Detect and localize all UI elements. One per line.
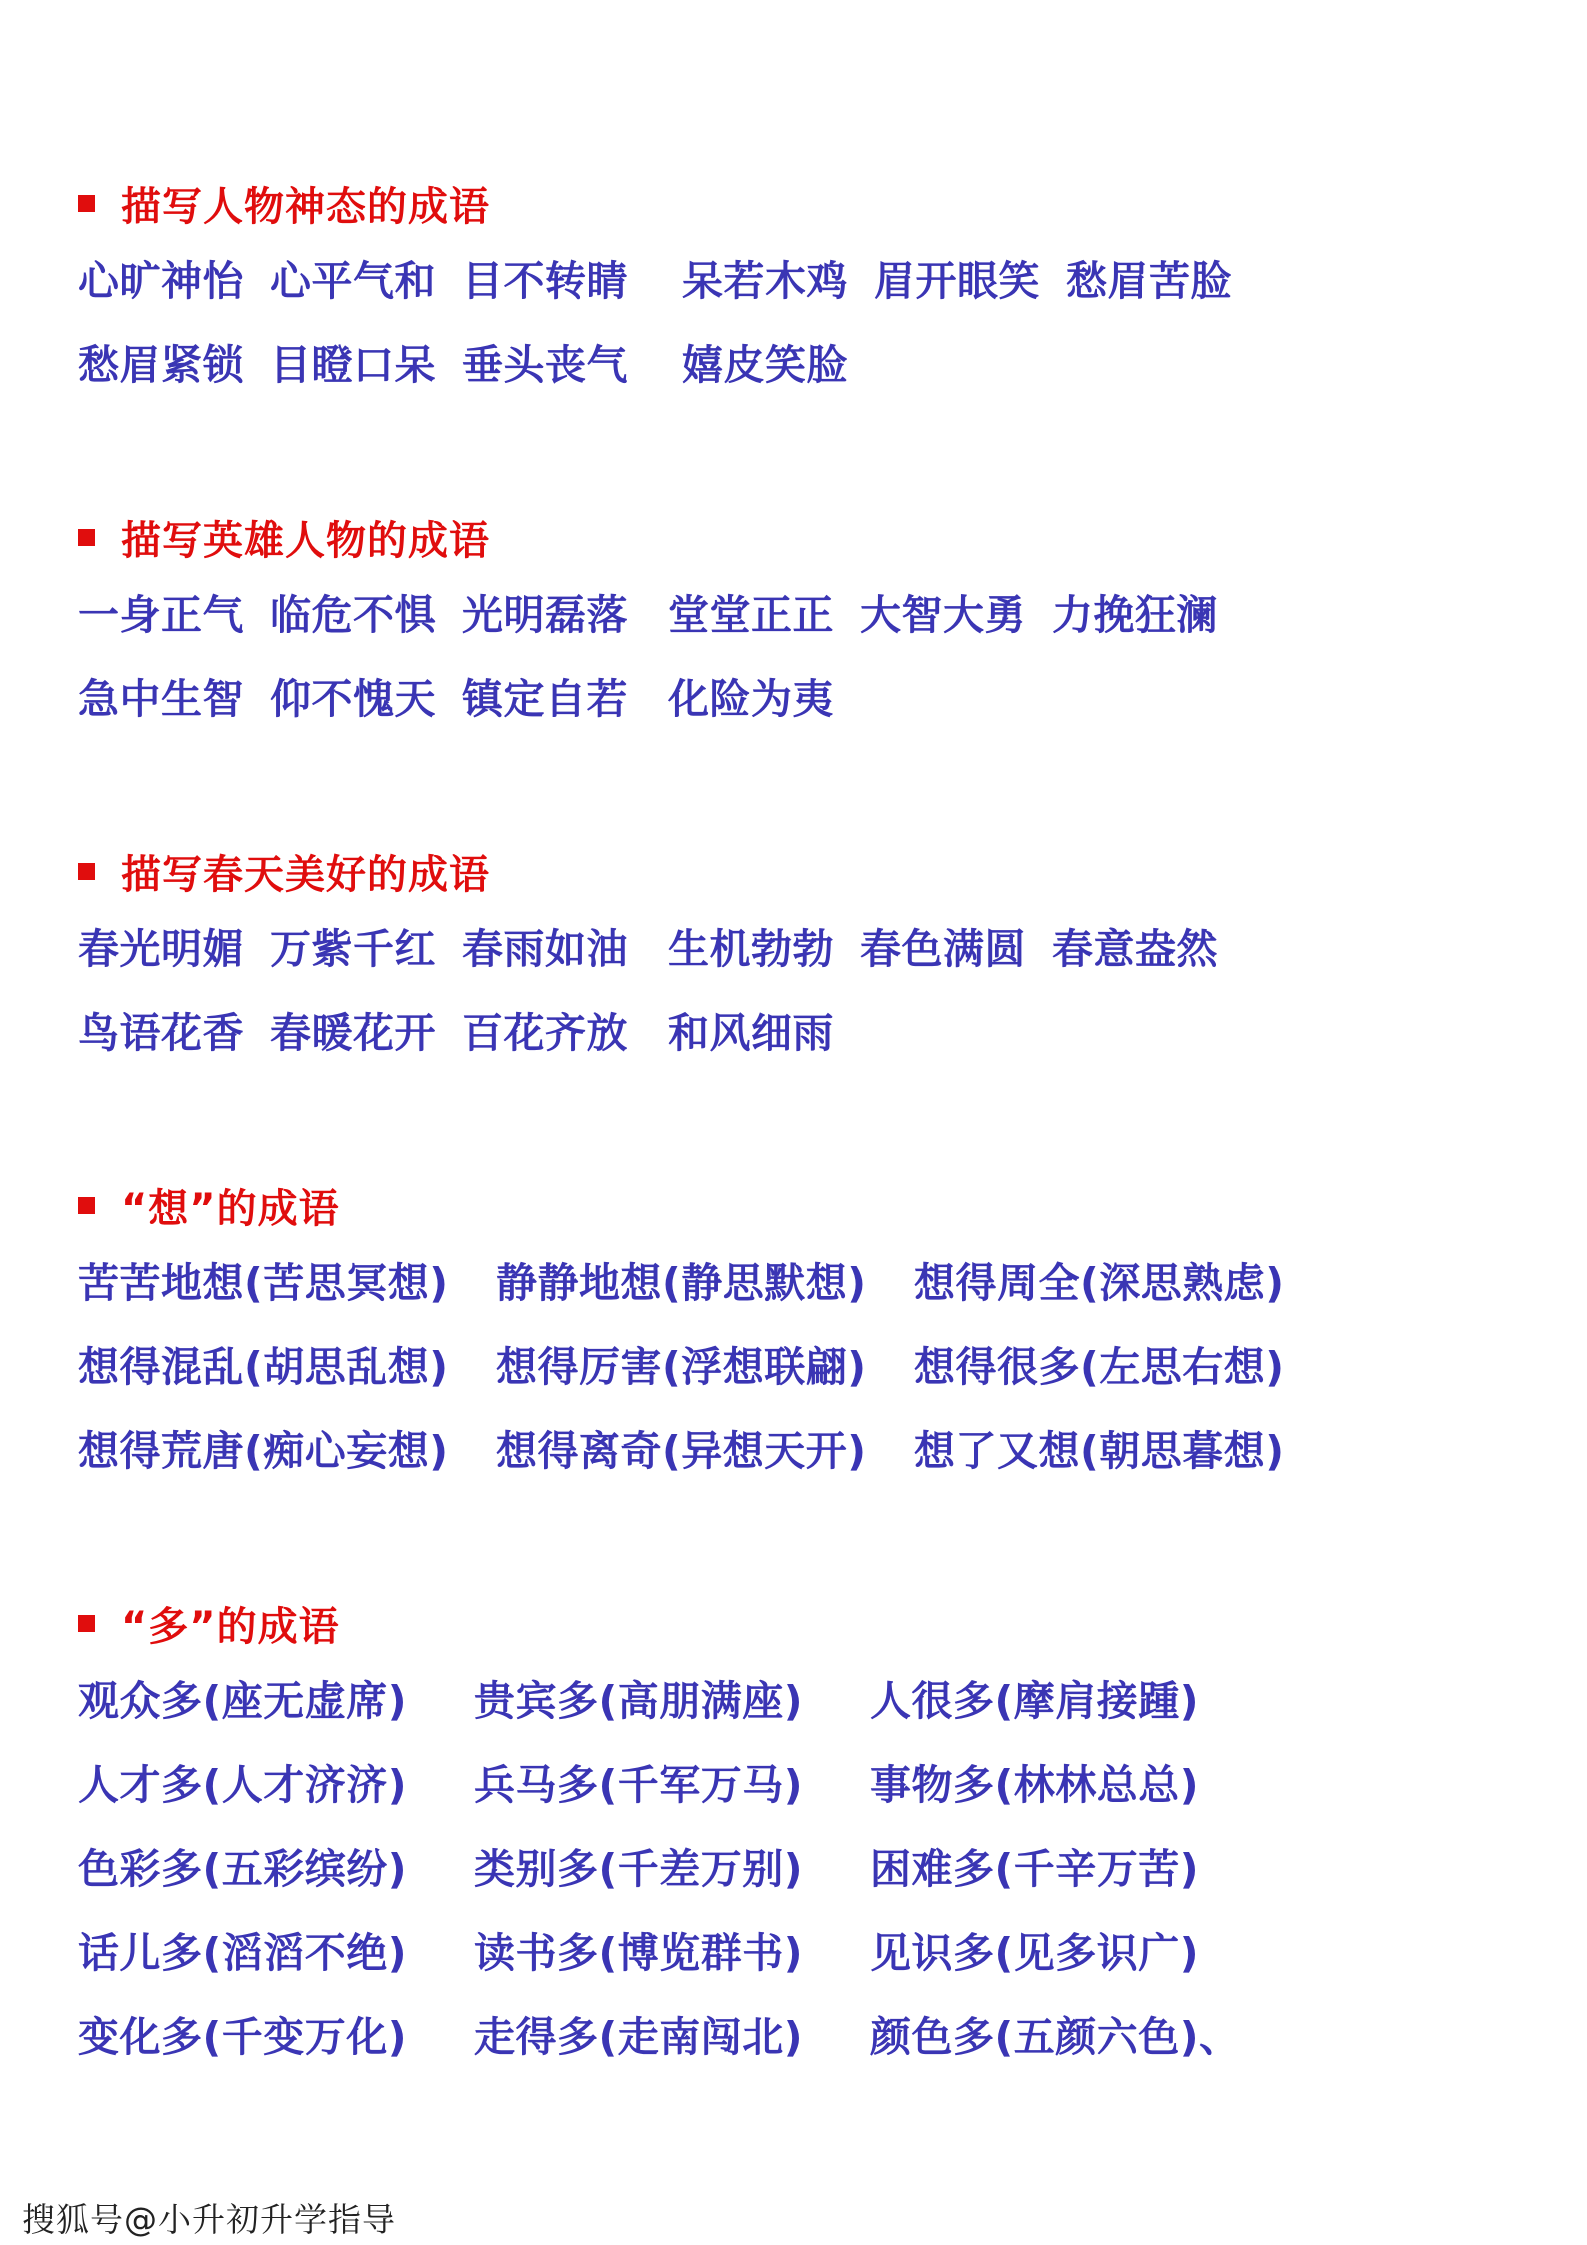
idiom-row <box>78 1910 1538 1994</box>
idiom: 春意盎然 <box>1052 925 1218 973</box>
idiom: 心旷神怡 <box>78 257 244 305</box>
idiom: 想了又想(朝思暮想) <box>914 1427 1285 1475</box>
idiom: 色彩多(五彩缤纷) <box>78 1845 407 1893</box>
section-heading <box>78 1588 1538 1658</box>
idiom: 目瞪口呆 <box>270 341 436 389</box>
section-title: 描写人物神态的成语 <box>121 183 490 230</box>
idiom-row <box>78 1408 1538 1492</box>
idiom: 见识多(见多识广) <box>870 1929 1199 1977</box>
idiom-row <box>78 322 1538 406</box>
idiom: 嬉皮笑脸 <box>682 341 848 389</box>
idiom: 大智大勇 <box>860 591 1026 639</box>
idiom-row <box>78 656 1538 740</box>
idiom-row <box>78 238 1538 322</box>
idiom: 万紫千红 <box>270 925 436 973</box>
idiom-row <box>78 1240 1538 1324</box>
idiom: 春暖花开 <box>270 1009 436 1057</box>
idiom: 镇定自若 <box>462 675 628 723</box>
idiom: 急中生智 <box>78 675 244 723</box>
idiom: 人才多(人才济济) <box>78 1761 407 1809</box>
idiom: 生机勃勃 <box>668 925 834 973</box>
idiom-row <box>78 1742 1538 1826</box>
idiom: 鸟语花香 <box>78 1009 244 1057</box>
idiom: 想得混乱(胡思乱想) <box>78 1343 449 1391</box>
square-bullet-icon <box>78 195 95 212</box>
idiom: 和风细雨 <box>668 1009 834 1057</box>
idiom: 读书多(博览群书) <box>474 1929 803 1977</box>
section-spring <box>78 836 1538 1074</box>
idiom: 心平气和 <box>270 257 436 305</box>
section-heading <box>78 502 1538 572</box>
square-bullet-icon <box>78 863 95 880</box>
idiom: 眉开眼笑 <box>874 257 1040 305</box>
section-title: “想”的成语 <box>121 1185 340 1232</box>
idiom: 临危不惧 <box>270 591 436 639</box>
idiom-row <box>78 990 1538 1074</box>
idiom: 化险为夷 <box>668 675 834 723</box>
section-heading <box>78 836 1538 906</box>
idiom: 呆若木鸡 <box>682 257 848 305</box>
watermark-footer: 搜狐号@小升初升学指导 <box>22 2200 396 2239</box>
idiom: 想得周全(深思熟虑) <box>914 1259 1285 1307</box>
idiom: 苦苦地想(苦思冥想) <box>78 1259 449 1307</box>
idiom: 目不转睛 <box>462 257 628 305</box>
idiom: 春色满圆 <box>860 925 1026 973</box>
idiom-row <box>78 1324 1538 1408</box>
idiom-row <box>78 572 1538 656</box>
idiom: 类别多(千差万别) <box>474 1845 803 1893</box>
idiom: 堂堂正正 <box>668 591 834 639</box>
idiom: 一身正气 <box>78 591 244 639</box>
idiom: 兵马多(千军万马) <box>474 1761 803 1809</box>
idiom: 观众多(座无虚席) <box>78 1677 407 1725</box>
section-heroes <box>78 502 1538 740</box>
idiom: 话儿多(滔滔不绝) <box>78 1929 407 1977</box>
idiom: 事物多(林林总总) <box>870 1761 1199 1809</box>
idiom: 百花齐放 <box>462 1009 628 1057</box>
idiom: 想得厉害(浮想联翩) <box>496 1343 867 1391</box>
idiom: 光明磊落 <box>462 591 628 639</box>
section-heading <box>78 168 1538 238</box>
idiom: 春光明媚 <box>78 925 244 973</box>
idiom-row <box>78 1994 1538 2078</box>
idiom: 愁眉紧锁 <box>78 341 244 389</box>
idiom-row <box>78 1826 1538 1910</box>
square-bullet-icon <box>78 1197 95 1214</box>
square-bullet-icon <box>78 1615 95 1632</box>
section-expressions <box>78 168 1538 406</box>
idiom: 力挽狂澜 <box>1052 591 1218 639</box>
idiom: 静静地想(静思默想) <box>496 1259 867 1307</box>
section-many <box>78 1588 1538 2078</box>
idiom: 仰不愧天 <box>270 675 436 723</box>
idiom: 贵宾多(高朋满座) <box>474 1677 803 1725</box>
idiom: 变化多(千变万化) <box>78 2013 407 2061</box>
idiom: 人很多(摩肩接踵) <box>870 1677 1199 1725</box>
square-bullet-icon <box>78 529 95 546</box>
section-title: 描写春天美好的成语 <box>121 851 490 898</box>
idiom: 想得荒唐(痴心妄想) <box>78 1427 449 1475</box>
section-think <box>78 1170 1538 1492</box>
idiom: 想得很多(左思右想) <box>914 1343 1285 1391</box>
section-heading <box>78 1170 1538 1240</box>
idiom: 走得多(走南闯北) <box>474 2013 803 2061</box>
idiom: 困难多(千辛万苦) <box>870 1845 1199 1893</box>
idiom: 春雨如油 <box>462 925 628 973</box>
idiom-row <box>78 906 1538 990</box>
idiom: 垂头丧气 <box>462 341 628 389</box>
idiom: 想得离奇(异想天开) <box>496 1427 867 1475</box>
section-title: “多”的成语 <box>121 1603 340 1650</box>
section-title: 描写英雄人物的成语 <box>121 517 490 564</box>
idiom: 颜色多(五颜六色)、 <box>870 2013 1241 2061</box>
idiom-row <box>78 1658 1538 1742</box>
idiom: 愁眉苦脸 <box>1066 257 1232 305</box>
